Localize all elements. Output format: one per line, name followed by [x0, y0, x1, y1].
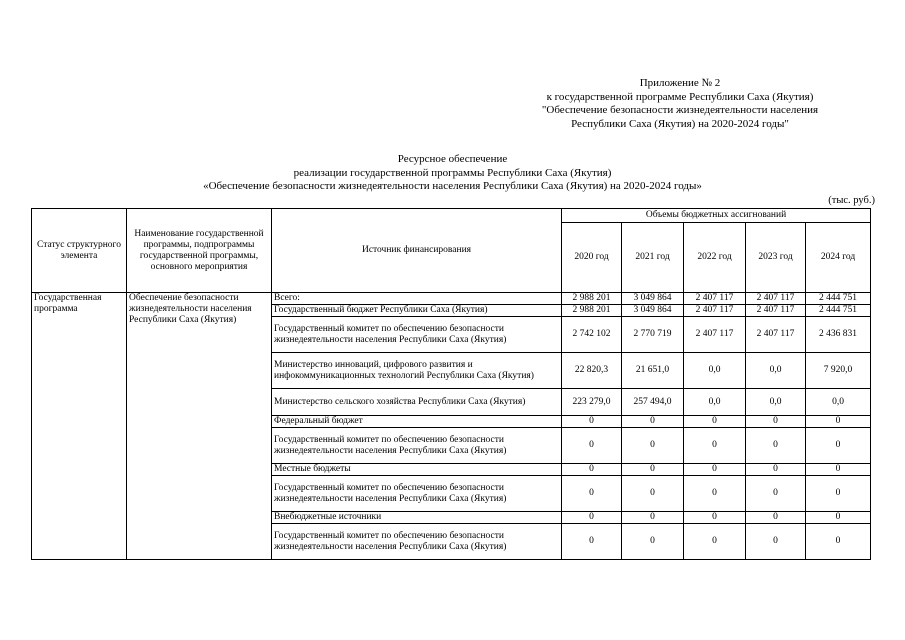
- appendix-line: "Обеспечение безопасности жизнедеятельности населения: [541, 104, 819, 116]
- value-cell: 0: [562, 416, 622, 428]
- value-cell: 21 651,0: [622, 353, 684, 389]
- value-cell: 0: [746, 524, 806, 560]
- value-cell: 0: [806, 464, 871, 476]
- header-name: Наименование государственной программы, подпрограммы государственной программы, основного мероприятия: [127, 209, 272, 293]
- value-cell: 2 770 719: [622, 317, 684, 353]
- document-title: [100, 153, 805, 194]
- value-cell: 0: [562, 512, 622, 524]
- value-cell: 2 988 201: [562, 293, 622, 305]
- status-cell: Государственная программа: [32, 293, 127, 560]
- value-cell: 0: [684, 416, 746, 428]
- value-cell: 0,0: [684, 389, 746, 416]
- table-header-row: [32, 209, 871, 223]
- appendix-line: Республики Саха (Якутия) на 2020-2024 годы": [571, 117, 789, 130]
- value-cell: 0: [746, 464, 806, 476]
- header-year: 2021 год: [622, 223, 684, 293]
- value-cell: 0: [806, 524, 871, 560]
- source-cell: Внебюджетные источники: [272, 512, 562, 524]
- value-cell: 0: [562, 524, 622, 560]
- header-year: 2022 год: [684, 223, 746, 293]
- header-year: 2020 год: [562, 223, 622, 293]
- appendix-block: [470, 77, 890, 131]
- value-cell: 0: [684, 464, 746, 476]
- value-cell: 0: [746, 416, 806, 428]
- header-year: 2023 год: [746, 223, 806, 293]
- program-name-cell: Обеспечение безопасности жизнедеятельности населения Республики Саха (Якутия): [127, 293, 272, 560]
- value-cell: 2 742 102: [562, 317, 622, 353]
- header-source: Источник финансирования: [272, 209, 562, 293]
- value-cell: 0: [746, 476, 806, 512]
- header-status: Статус структурного элемента: [32, 209, 127, 293]
- source-cell: Местные бюджеты: [272, 464, 562, 476]
- units-label: (тыс. руб.): [828, 195, 875, 206]
- value-cell: 0: [622, 476, 684, 512]
- title-line: «Обеспечение безопасности жизнедеятельности населения Республики Саха (Якутия) на 2020-2024 годы»: [203, 180, 702, 192]
- source-cell: Министерство инноваций, цифрового развития и инфокоммуникационных технологий Республики Саха (Якутия): [272, 353, 562, 389]
- value-cell: 2 407 117: [746, 293, 806, 305]
- value-cell: 257 494,0: [622, 389, 684, 416]
- value-cell: 0,0: [684, 353, 746, 389]
- value-cell: 3 049 864: [622, 293, 684, 305]
- value-cell: 0: [622, 428, 684, 464]
- value-cell: 0: [622, 464, 684, 476]
- value-cell: 0: [806, 512, 871, 524]
- value-cell: 0: [622, 524, 684, 560]
- value-cell: 0: [806, 416, 871, 428]
- value-cell: 0: [684, 512, 746, 524]
- value-cell: 2 407 117: [684, 305, 746, 317]
- appendix-number: Приложение № 2: [639, 77, 721, 89]
- source-cell: Государственный бюджет Республики Саха (Якутия): [272, 305, 562, 317]
- value-cell: 2 436 831: [806, 317, 871, 353]
- appendix-line: к государственной программе Республики Саха (Якутия): [546, 90, 814, 103]
- source-cell: Министерство сельского хозяйства Республики Саха (Якутия): [272, 389, 562, 416]
- value-cell: 2 407 117: [746, 305, 806, 317]
- value-cell: 7 920,0: [806, 353, 871, 389]
- value-cell: 223 279,0: [562, 389, 622, 416]
- source-cell: Государственный комитет по обеспечению безопасности жизнедеятельности населения Республики Саха (Якутия): [272, 428, 562, 464]
- value-cell: 2 407 117: [684, 293, 746, 305]
- value-cell: 22 820,3: [562, 353, 622, 389]
- value-cell: 2 444 751: [806, 293, 871, 305]
- value-cell: 0: [806, 428, 871, 464]
- source-cell: Всего:: [272, 293, 562, 305]
- value-cell: 3 049 864: [622, 305, 684, 317]
- value-cell: 2 407 117: [684, 317, 746, 353]
- value-cell: 0: [562, 476, 622, 512]
- source-cell: Федеральный бюджет: [272, 416, 562, 428]
- value-cell: 0: [746, 428, 806, 464]
- value-cell: 0: [562, 464, 622, 476]
- value-cell: 0: [622, 512, 684, 524]
- value-cell: 0,0: [746, 353, 806, 389]
- resource-table: [31, 208, 871, 560]
- value-cell: 2 407 117: [746, 317, 806, 353]
- table-row: [32, 293, 871, 305]
- value-cell: 0: [806, 476, 871, 512]
- title-line: реализации государственной программы Республики Саха (Якутия): [293, 166, 612, 179]
- value-cell: 2 444 751: [806, 305, 871, 317]
- value-cell: 0: [684, 428, 746, 464]
- value-cell: 0: [684, 476, 746, 512]
- header-volumes: Объемы бюджетных ассигнований: [562, 209, 871, 223]
- value-cell: 0,0: [806, 389, 871, 416]
- source-cell: Государственный комитет по обеспечению безопасности жизнедеятельности населения Республики Саха (Якутия): [272, 317, 562, 353]
- source-cell: Государственный комитет по обеспечению безопасности жизнедеятельности населения Республики Саха (Якутия): [272, 524, 562, 560]
- value-cell: 0: [562, 428, 622, 464]
- value-cell: 0: [684, 524, 746, 560]
- title-line: Ресурсное обеспечение: [397, 153, 508, 165]
- value-cell: 0: [746, 512, 806, 524]
- header-year: 2024 год: [806, 223, 871, 293]
- value-cell: 0,0: [746, 389, 806, 416]
- value-cell: 2 988 201: [562, 305, 622, 317]
- value-cell: 0: [622, 416, 684, 428]
- source-cell: Государственный комитет по обеспечению безопасности жизнедеятельности населения Республики Саха (Якутия): [272, 476, 562, 512]
